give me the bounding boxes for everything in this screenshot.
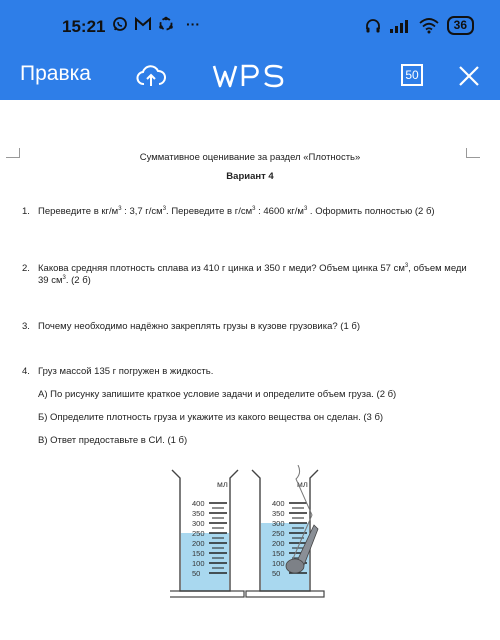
signal-icon: [389, 18, 411, 34]
beaker-left-base: [170, 591, 244, 597]
beaker-left-liquid: [181, 533, 229, 591]
beaker-right-tick-label: 50: [272, 568, 281, 578]
whatsapp-icon: [112, 16, 128, 32]
status-right-icons: [365, 16, 474, 35]
wifi-icon: [419, 18, 439, 34]
beaker-right-tick-label: 200: [272, 538, 285, 548]
beaker-left-tick-label: 300: [192, 518, 205, 528]
wps-logo: [212, 64, 288, 88]
more-notifications: ···: [186, 16, 200, 32]
beaker-left-tick-label: 100: [192, 558, 205, 568]
question-1: [22, 206, 468, 218]
beakers-figure: [170, 465, 330, 600]
status-time: 15:21: [62, 17, 106, 36]
status-bar: [0, 0, 500, 52]
beaker-left-unit: мл: [217, 479, 228, 489]
app-toolbar: [0, 52, 500, 100]
beaker-left-tick-label: 50: [192, 568, 201, 578]
question-3: [22, 321, 468, 333]
question-4-part-b: Б) Определите плотность груза и укажите из какого вещества он сделан. (3 б): [38, 412, 384, 423]
document-heading: Суммативное оценивание за раздел «Плотность»: [139, 152, 361, 163]
edit-button[interactable]: Правка: [20, 62, 91, 85]
question-2: [22, 263, 468, 287]
document-variant: Вариант 4: [226, 171, 274, 182]
question-text: Почему необходимо надёжно закреплять грузы в кузове грузовика? (1 б): [38, 321, 360, 332]
beaker-right-tick-label: 100: [272, 558, 285, 568]
question-number: 3.: [22, 321, 30, 332]
beaker-right-tick-label: 400: [272, 498, 285, 508]
page-count-button[interactable]: 50: [401, 64, 423, 86]
question-4: [22, 366, 468, 378]
beaker-left-tick-label: 200: [192, 538, 205, 548]
status-left-icons: [112, 16, 200, 32]
beaker-right-tick-label: 300: [272, 518, 285, 528]
question-number: 2.: [22, 263, 30, 274]
beaker-right-tick-label: 350: [272, 508, 285, 518]
beaker-right-tick-label: 150: [272, 548, 285, 558]
beaker-right-base: [246, 591, 324, 597]
sync-icon: [158, 16, 174, 32]
beaker-right-tick-label: 250: [272, 528, 285, 538]
cloud-upload-icon[interactable]: [136, 62, 166, 90]
question-4-part-a: А) По рисунку запишите краткое условие задачи и определите объем груза. (2 б): [38, 389, 397, 400]
beaker-right-unit: мл: [297, 479, 308, 489]
question-number: 1.: [22, 206, 30, 217]
beaker-left-tick-label: 400: [192, 498, 205, 508]
question-text: Переведите в $кг/м^3$ : 3,7 $г/см^3$. Переведите в $г/см^3$ : 4600 $кг/м^3$ . Оформить полностью (2 б): [38, 205, 435, 217]
beaker-left-tick-label: 250: [192, 528, 205, 538]
gmail-icon: [134, 17, 152, 31]
weight-bottom: [286, 559, 304, 573]
question-text: Груз массой 135 г погружен в жидкость.: [38, 366, 214, 377]
beaker-left-tick-label: 150: [192, 548, 205, 558]
beaker-left-tick-label: 350: [192, 508, 205, 518]
question-number: 4.: [22, 366, 30, 377]
headphones-icon: [365, 18, 381, 34]
question-4-part-v: В) Ответ предоставьте в СИ. (1 б): [38, 435, 188, 446]
document-page[interactable]: [0, 100, 500, 640]
battery-indicator: 36: [447, 16, 474, 35]
close-icon[interactable]: [457, 64, 481, 88]
question-text: Какова средняя плотность сплава из 410 г цинка и 350 г меди? Объем цинка 57 $см^3$, объем меди 39 $см^3$. (2 б): [38, 262, 467, 286]
